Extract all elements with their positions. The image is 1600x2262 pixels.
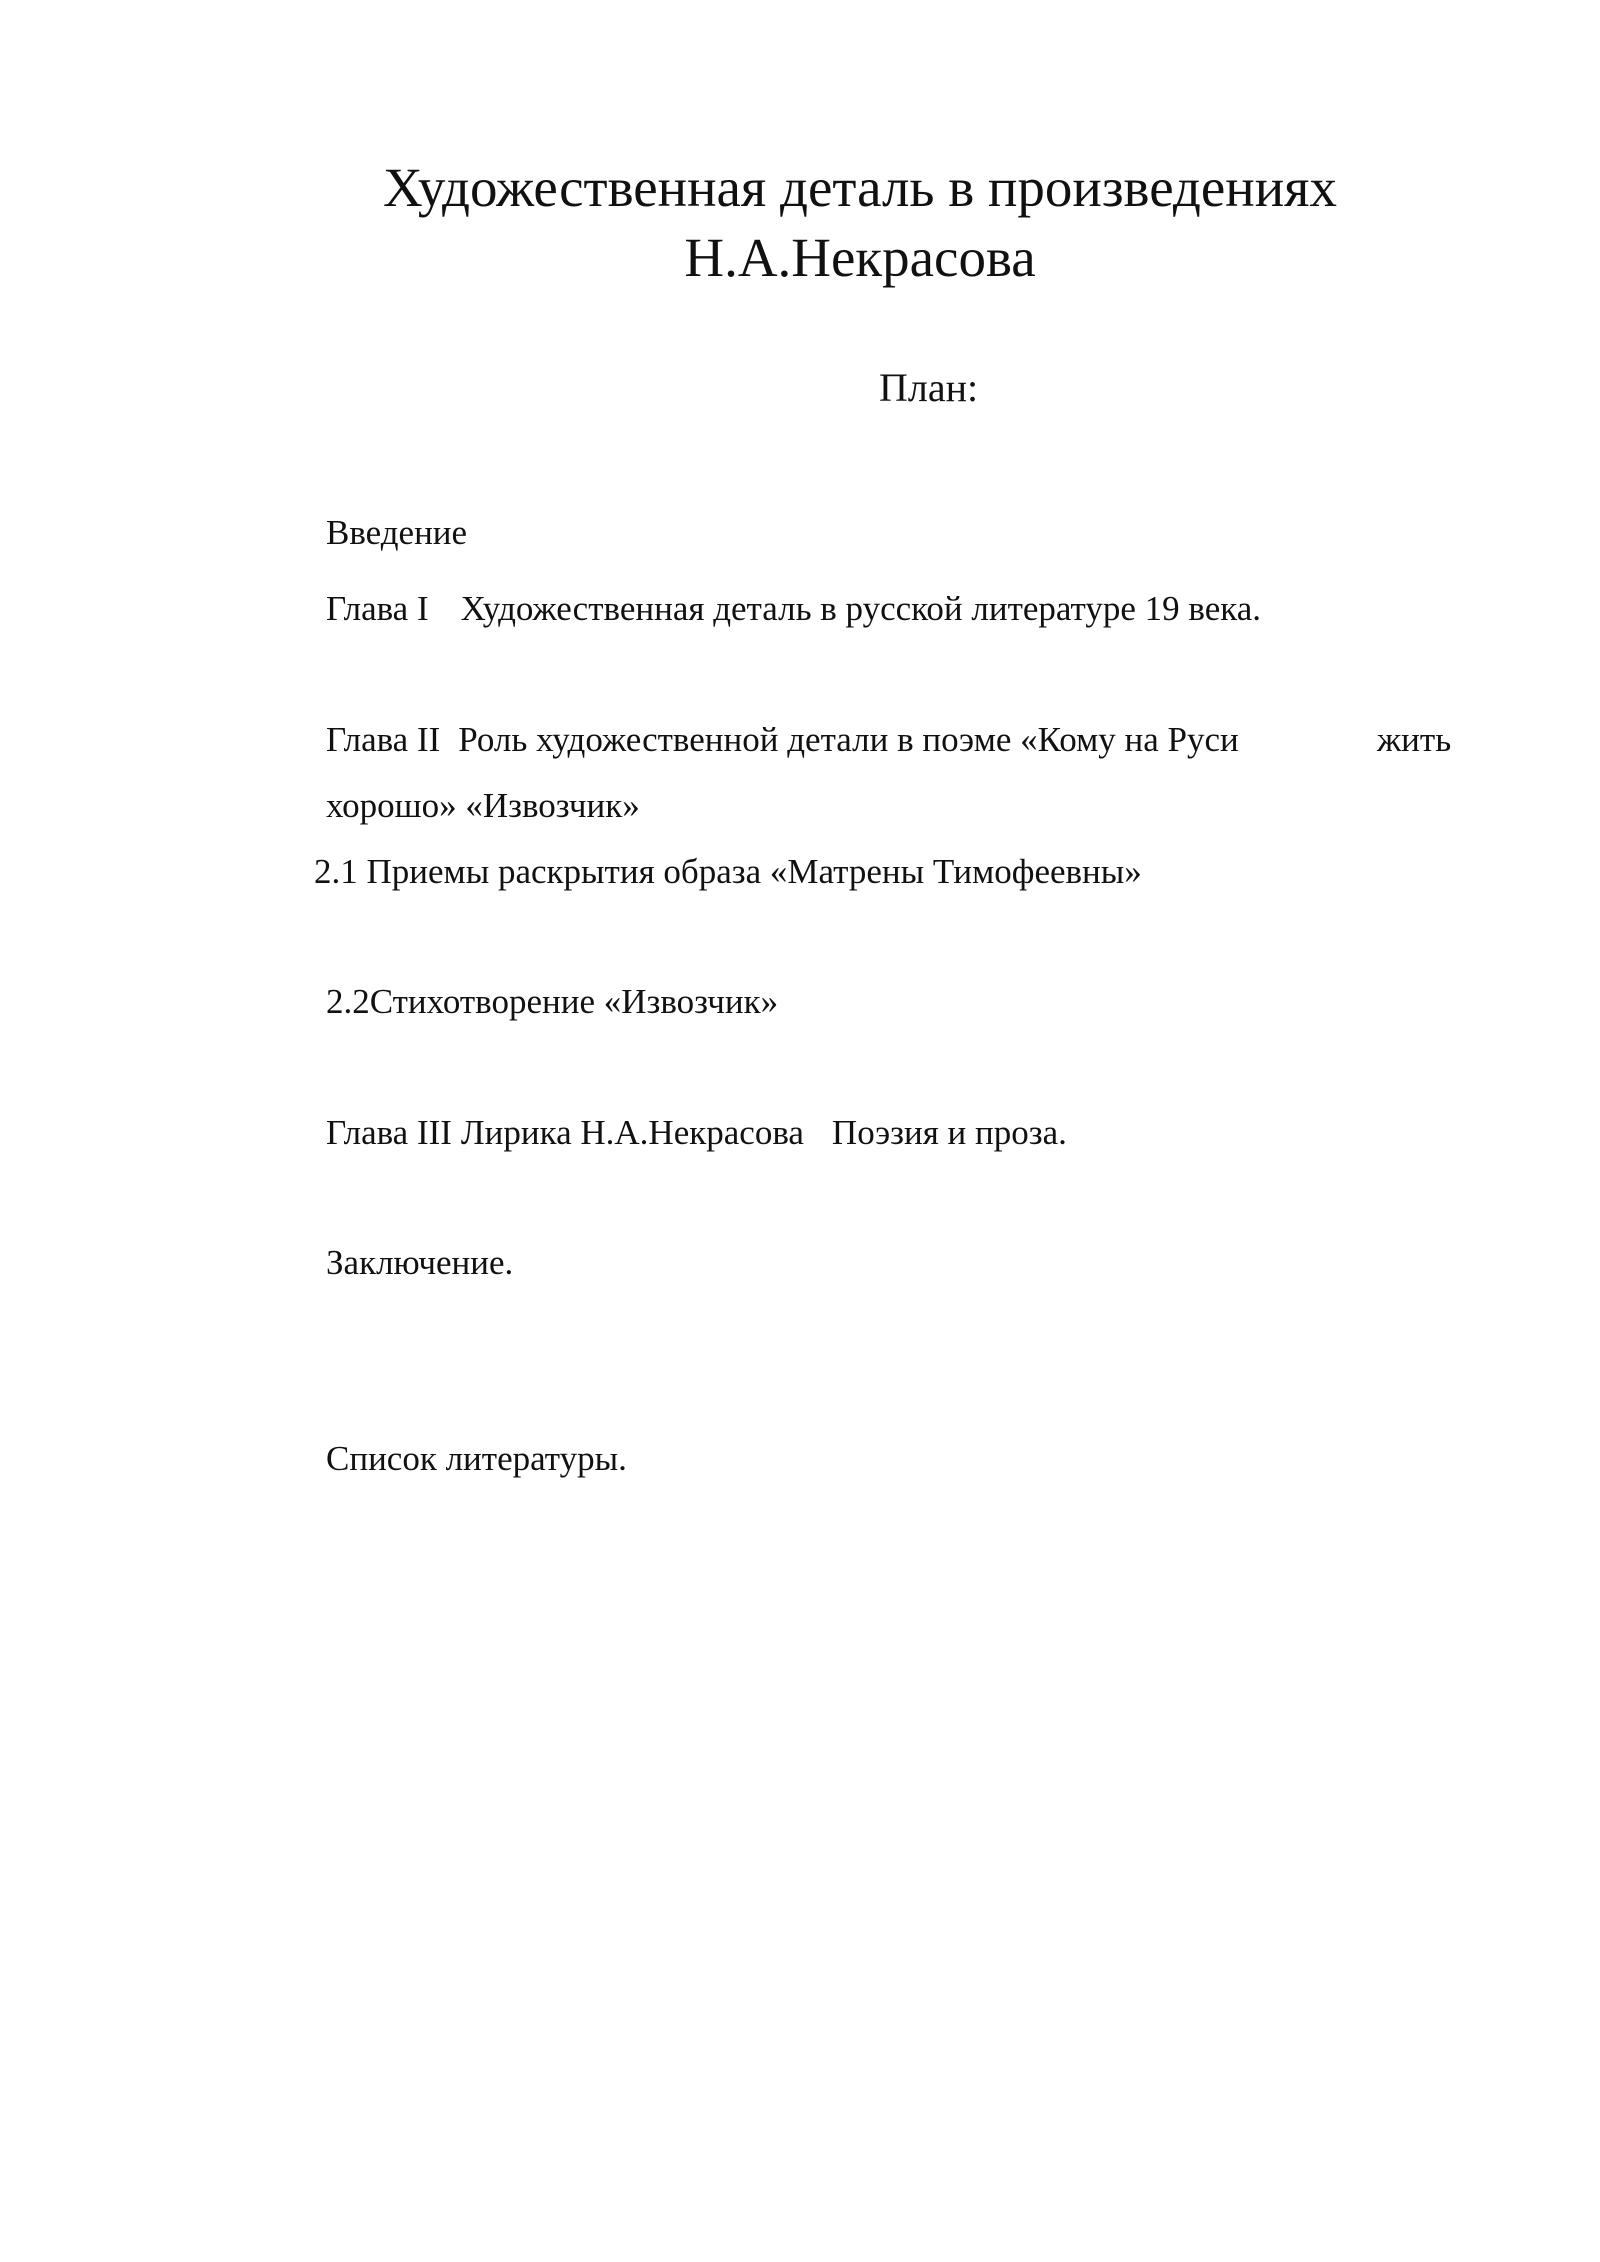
plan-item-chapter-3	[326, 1111, 1067, 1155]
plan-item-bibliography: Список литературы.	[326, 1439, 627, 1478]
chapter-3-text-end: Поэзия и проза.	[831, 1113, 1067, 1152]
chapter-2-text-end: жить	[1377, 720, 1452, 759]
document-title-line-1: Художественная деталь в произведениях	[383, 157, 1337, 218]
chapter-2-label: Глава II	[326, 720, 441, 759]
chapter-3-label: Глава III	[326, 1113, 452, 1152]
document-title-line-2: Н.А.Некрасова	[684, 227, 1036, 288]
plan-item-intro: Введение	[326, 513, 468, 552]
chapter-2-continuation: хорошо» «Извозчик»	[326, 786, 640, 825]
plan-item-conclusion: Заключение.	[326, 1243, 514, 1282]
chapter-1-text: Художественная деталь в русской литературе 19 века.	[460, 589, 1262, 628]
plan-heading: План:	[879, 365, 979, 410]
chapter-3-text: Лирика Н.А.Некрасова	[460, 1113, 804, 1152]
plan-item-chapter-2	[326, 718, 1239, 762]
chapter-2-text: Роль художественной детали в поэме «Кому на Руси	[458, 720, 1239, 759]
plan-item-section-2-2: 2.2Стихотворение «Извозчик»	[326, 982, 779, 1021]
plan-item-chapter-1	[326, 587, 1261, 631]
plan-item-section-2-1: 2.1 Приемы раскрытия образа «Матрены Тимофеевны»	[314, 852, 1142, 891]
chapter-1-label: Глава I	[326, 589, 429, 628]
